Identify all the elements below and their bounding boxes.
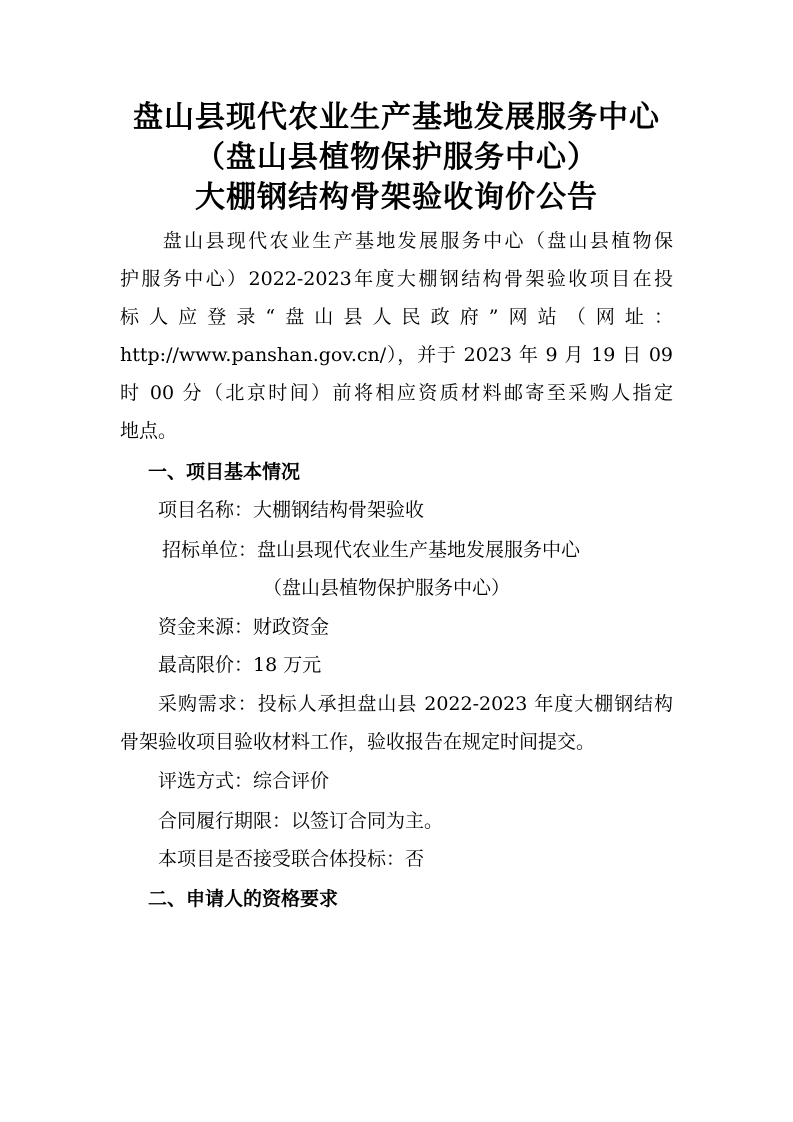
title-line-1: 盘山县现代农业生产基地发展服务中心	[133, 100, 660, 135]
demand-line-2: 骨架验收项目验收材料工作，验收报告在规定时间提交。	[120, 731, 596, 753]
intro-line-1: 盘山县现代农业生产基地发展服务中心（盘山县植物保	[120, 230, 673, 252]
demand-line-1: 采购需求：投标人承担盘山县 2022-2023 年度大棚钢结构	[158, 693, 673, 715]
intro-line-6: 地点。	[120, 420, 178, 442]
consortium-bid: 本项目是否接受联合体投标：否	[158, 848, 425, 870]
evaluation-method: 评选方式：综合评价	[158, 770, 330, 792]
intro-line-4: http://www.panshan.gov.cn/），并于 2023 年 9 月 19 日 09	[120, 344, 673, 366]
section1-heading: 一、项目基本情况	[148, 461, 301, 483]
section2-heading: 二、申请人的资格要求	[148, 888, 339, 910]
title-line-3: 大棚钢结构骨架验收询价公告	[195, 180, 598, 215]
intro-line-2: 护服务中心）2022-2023年度大棚钢结构骨架验收项目在投	[120, 268, 673, 290]
max-price: 最高限价：18 万元	[158, 654, 322, 676]
funding-source: 资金来源：财政资金	[158, 616, 330, 638]
intro-line-5: 时 00 分（北京时间）前将相应资质材料邮寄至采购人指定	[120, 382, 673, 404]
bidder-line-1: 招标单位：盘山县现代农业生产基地发展服务中心	[162, 539, 581, 561]
title-line-2: （盘山县植物保护服务中心）	[195, 140, 598, 175]
bidder-line-2: （盘山县植物保护服务中心）	[263, 577, 511, 599]
intro-line-3: 标人应登录“盘山县人民政府”网站（网址：	[120, 306, 673, 328]
contract-period: 合同履行期限：以签订合同为主。	[158, 810, 444, 832]
project-name: 项目名称：大棚钢结构骨架验收	[158, 499, 425, 521]
